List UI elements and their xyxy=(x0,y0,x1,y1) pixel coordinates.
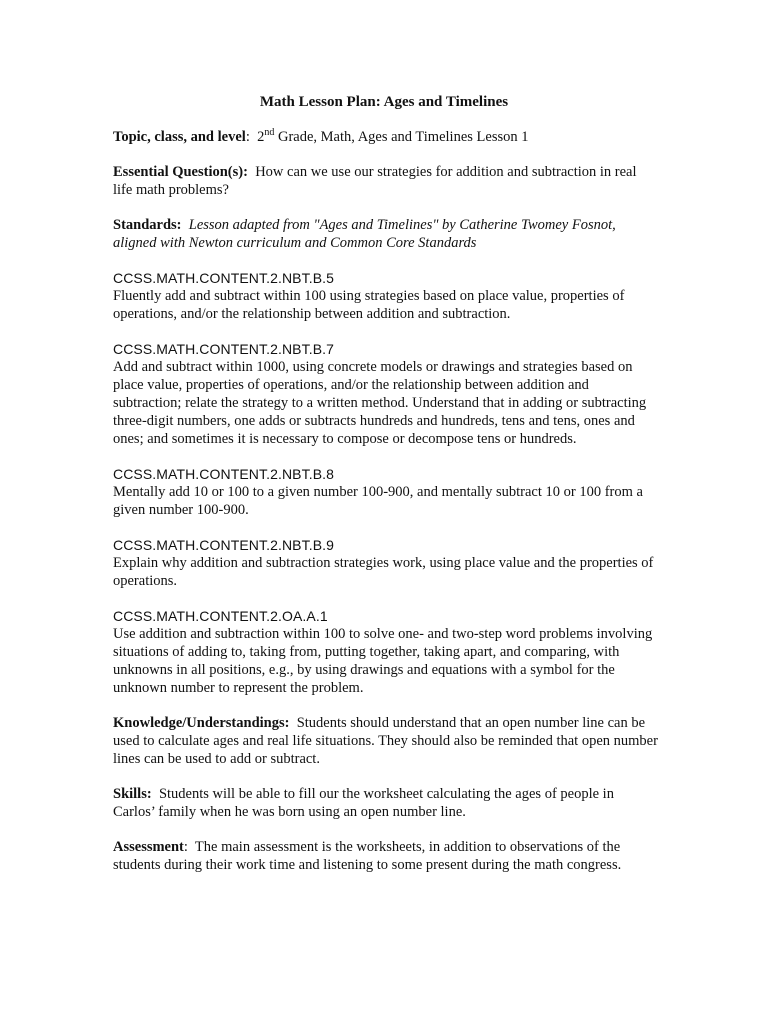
standard-description: Use addition and subtraction within 100 to solve one- and two-step word problems involving situations of adding to, taking from, putting together, taking apart, and comparing, with unknowns in all positions, e.g., by using drawings and equations with a symbol for the unknown number to represent the problem. xyxy=(113,626,653,696)
standard-item xyxy=(113,269,658,323)
skills-label: Skills: xyxy=(113,786,152,802)
knowledge-text: Students should understand that an open number line can be used to calculate ages and real life situations. They should also be reminded that open number lines can be used to add or subtract. xyxy=(113,715,658,767)
standards-label: Standards: xyxy=(113,217,182,233)
assessment-label: Assessment xyxy=(113,839,184,855)
standard-code: CCSS.MATH.CONTENT.2.NBT.B.9 xyxy=(113,537,335,553)
topic-text: Grade, Math, Ages and Timelines Lesson 1 xyxy=(274,129,529,145)
assessment-text: The main assessment is the worksheets, in addition to observations of the students during their work time and listening to some present during the math congress. xyxy=(113,839,622,873)
topic-colon: : xyxy=(245,129,250,145)
assessment-paragraph xyxy=(113,838,658,874)
document-body xyxy=(113,128,658,891)
standard-description: Fluently add and subtract within 100 using strategies based on place value, properties of operations, and/or the relationship between addition and subtraction. xyxy=(113,288,625,322)
skills-text: Students will be able to fill our the worksheet calculating the ages of people in Carlos’ family when he was born using an open number line. xyxy=(113,786,614,820)
essential-question-text: How can we use our strategies for addition and subtraction in real life math problems? xyxy=(113,164,637,198)
standard-item xyxy=(113,465,658,519)
standard-description: Explain why addition and subtraction strategies work, using place value and the properties of operations. xyxy=(113,555,654,589)
topic-paragraph xyxy=(113,128,658,146)
standard-code: CCSS.MATH.CONTENT.2.NBT.B.7 xyxy=(113,341,335,357)
document-title: Math Lesson Plan: Ages and Timelines xyxy=(259,94,509,110)
assessment-colon: : xyxy=(183,839,188,855)
standard-item xyxy=(113,340,658,448)
knowledge-paragraph xyxy=(113,714,658,768)
standards-text: Lesson adapted from "Ages and Timelines" by Catherine Twomey Fosnot, aligned with Newton curriculum and Common Core Standards xyxy=(113,217,616,251)
standard-code: CCSS.MATH.CONTENT.2.NBT.B.8 xyxy=(113,466,335,482)
standard-description: Add and subtract within 1000, using concrete models or drawings and strategies based on place value, properties of operations, and/or the relationship between addition and subtraction; relate the strategy to a written method. Understand that in adding or subtracting three-digit numbers, one adds or subtracts hundreds and hundreds, tens and tens, ones and ones; and sometimes it is necessary to compose or decompose tens or hundreds. xyxy=(113,359,647,447)
standard-code: CCSS.MATH.CONTENT.2.NBT.B.5 xyxy=(113,270,335,286)
standards-paragraph xyxy=(113,216,658,252)
topic-label: Topic, class, and level xyxy=(113,129,246,145)
essential-question-paragraph xyxy=(113,163,658,199)
standard-description: Mentally add 10 or 100 to a given number 100-900, and mentally subtract 10 or 100 from a given number 100-900. xyxy=(113,484,643,518)
grade-number: 2 xyxy=(257,129,265,145)
standard-item xyxy=(113,536,658,590)
grade-superscript: nd xyxy=(264,127,275,138)
knowledge-label: Knowledge/Understandings: xyxy=(113,715,290,731)
essential-question-label: Essential Question(s): xyxy=(113,164,248,180)
standard-item xyxy=(113,607,658,697)
standard-code: CCSS.MATH.CONTENT.2.OA.A.1 xyxy=(113,608,328,624)
skills-paragraph xyxy=(113,785,658,821)
